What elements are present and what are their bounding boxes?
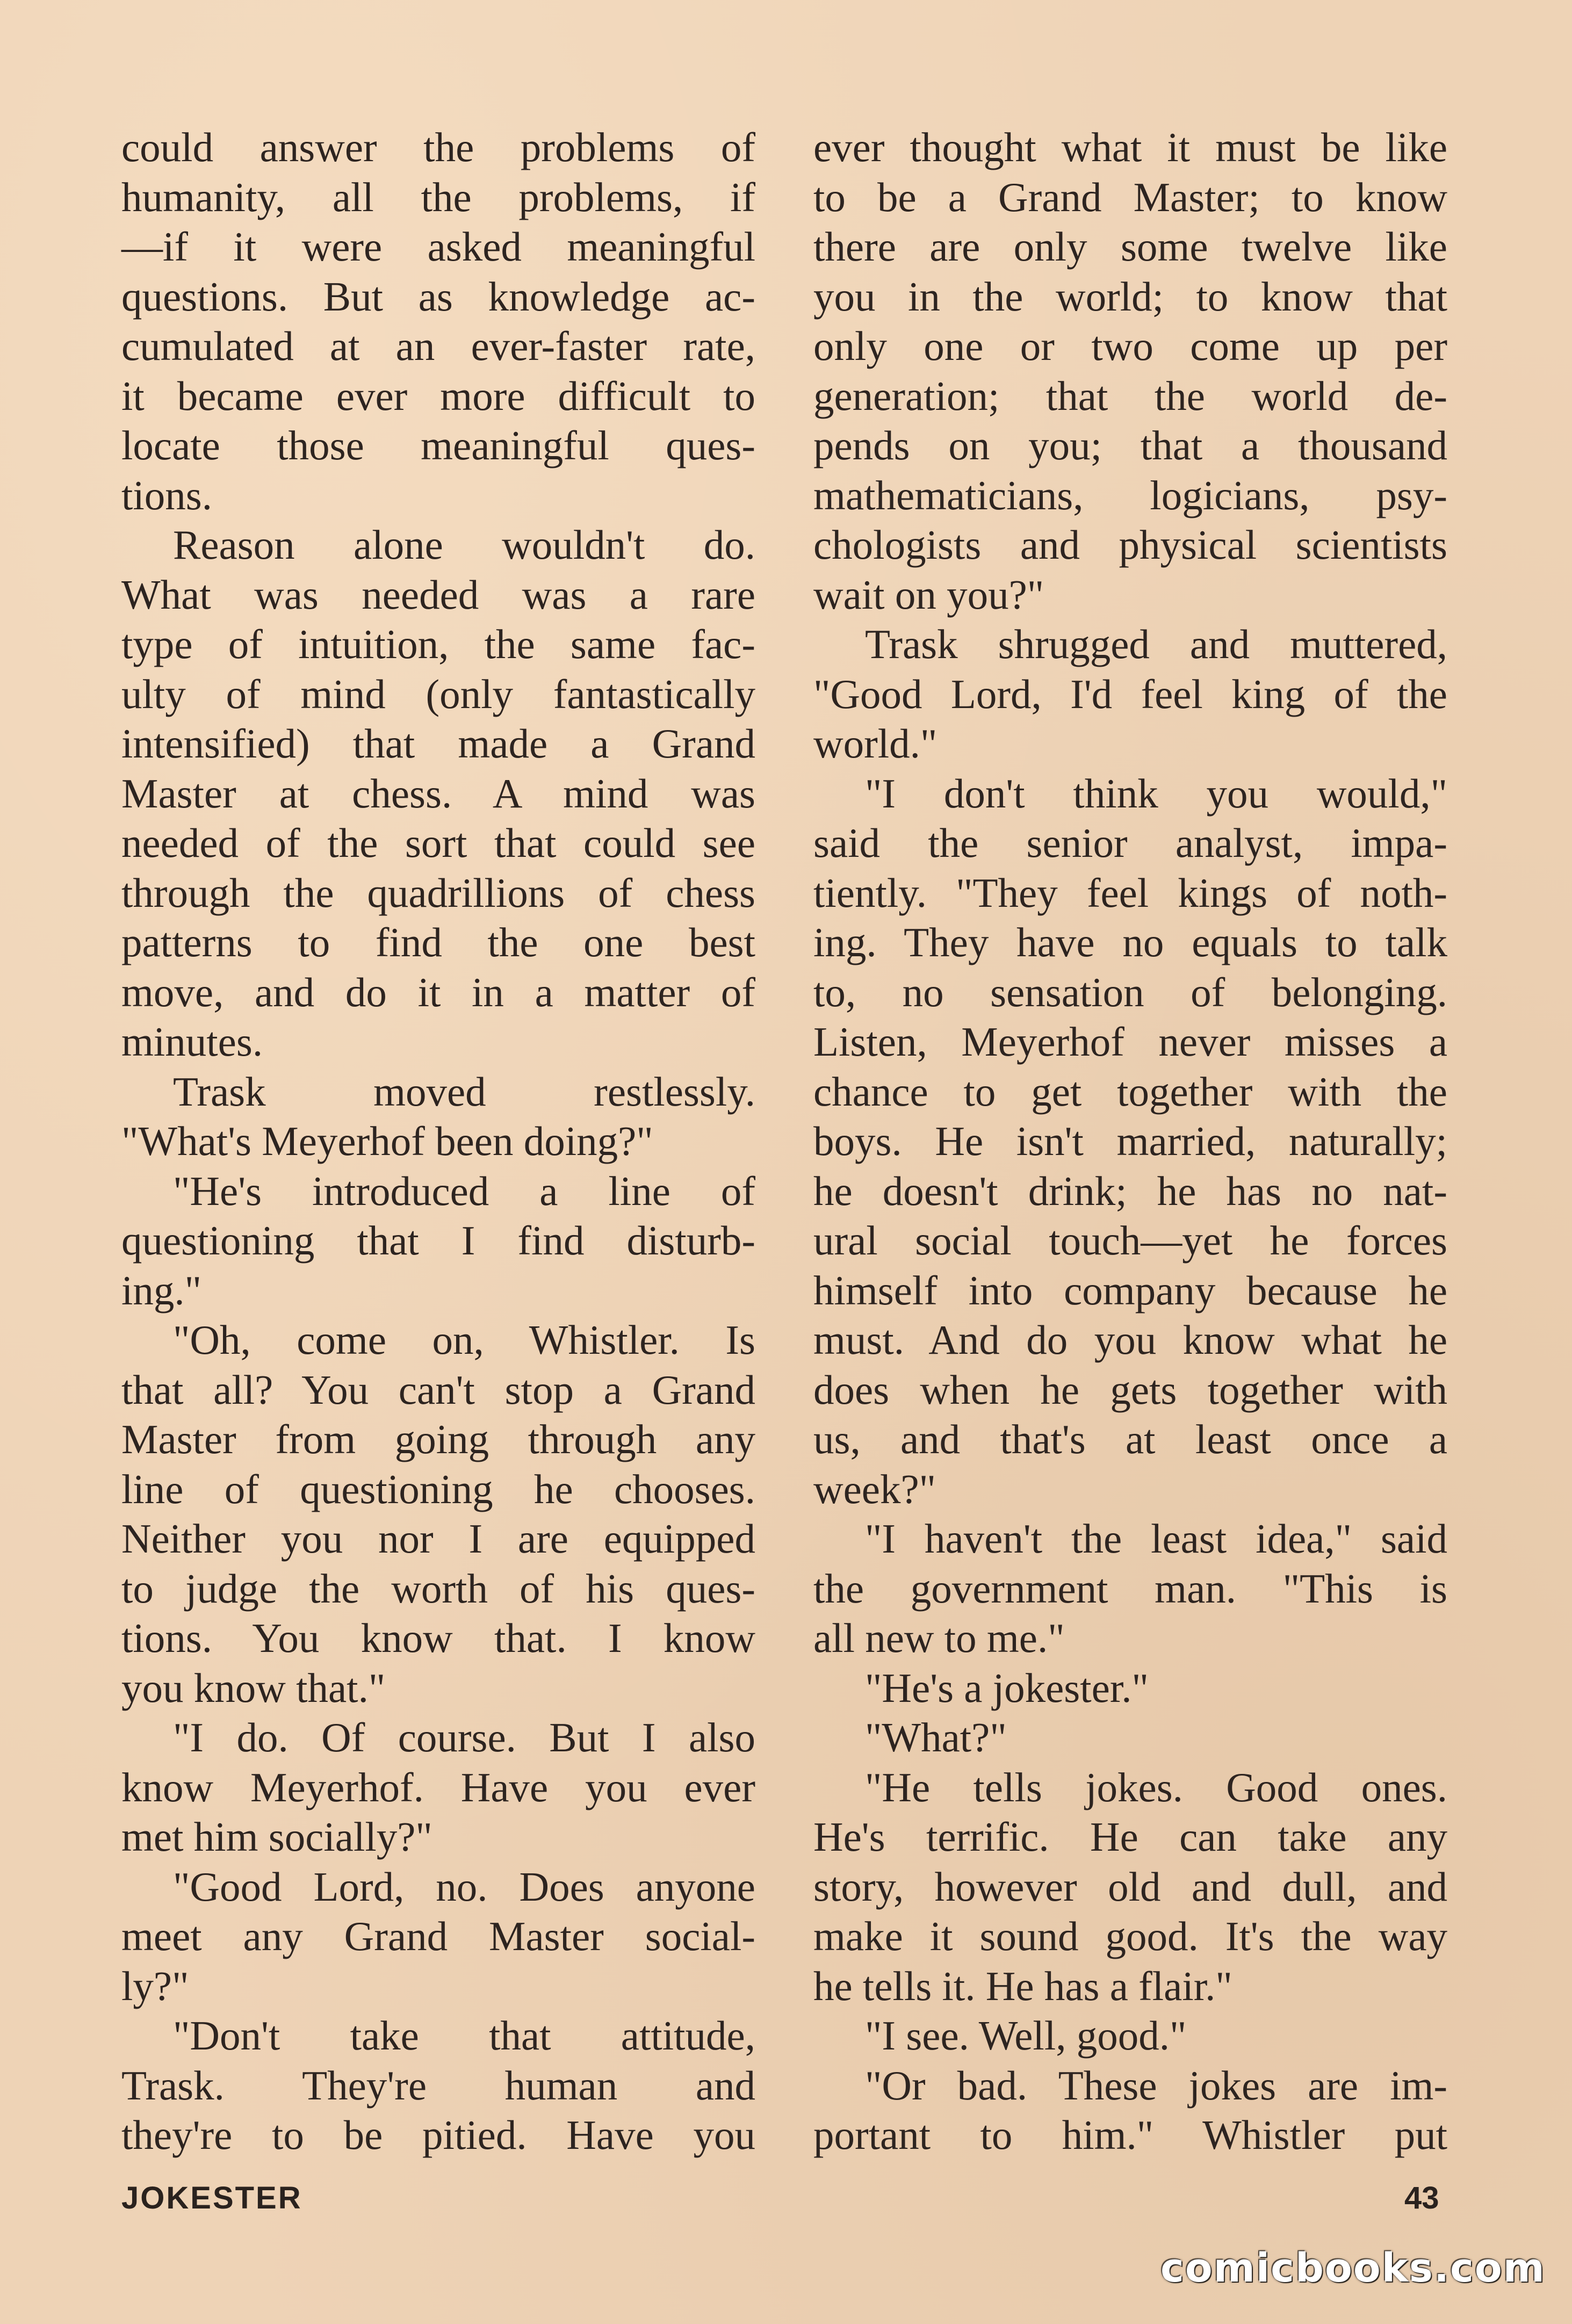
text-line: "What?"	[865, 1714, 1007, 1760]
text-line: patterns to find the one best	[121, 919, 755, 965]
text-line: "I don't think you would,"	[865, 770, 1447, 817]
text-line: met him socially?"	[121, 1814, 432, 1860]
text-line: tiently. "They feel kings of noth-	[813, 869, 1447, 916]
text-line: "I do. Of course. But I also	[173, 1714, 755, 1760]
text-line: Neither you nor I are equipped	[121, 1515, 755, 1562]
text-line: What was needed was a rare	[121, 571, 755, 618]
text-line: "Don't take that attitude,	[173, 2012, 755, 2059]
site-watermark: comicbooks.com	[1160, 2245, 1546, 2291]
text-line: —if it were asked meaningful	[121, 223, 755, 270]
text-line: "He's introduced a line of	[173, 1167, 755, 1214]
text-line: to, no sensation of belonging.	[813, 969, 1447, 1015]
text-line: ing. They have no equals to talk	[813, 919, 1447, 965]
text-line: himself into company because he	[813, 1267, 1447, 1313]
text-line: tions.	[121, 472, 213, 518]
text-line: Trask shrugged and muttered,	[865, 621, 1447, 667]
running-footer-title: JOKESTER	[121, 2181, 302, 2215]
text-line: Master from going through any	[121, 1416, 755, 1462]
text-line: cumulated at an ever-faster rate,	[121, 323, 755, 369]
text-line: boys. He isn't married, naturally;	[813, 1118, 1447, 1164]
text-line: must. And do you know what he	[813, 1317, 1447, 1363]
text-line: "I see. Well, good."	[865, 2012, 1187, 2059]
text-line: "What's Meyerhof been doing?"	[121, 1118, 653, 1164]
text-line: chance to get together with the	[813, 1068, 1447, 1115]
text-line: questioning that I find disturb-	[121, 1217, 755, 1264]
text-line: you in the world; to know that	[813, 273, 1447, 320]
text-line: world."	[813, 720, 938, 767]
text-line: the government man. "This is	[813, 1565, 1447, 1612]
text-line: to be a Grand Master; to know	[813, 174, 1447, 220]
text-line: humanity, all the problems, if	[121, 174, 755, 220]
text-line: type of intuition, the same fac-	[121, 621, 755, 667]
page-number: 43	[1404, 2181, 1439, 2215]
text-line: questions. But as knowledge ac-	[121, 273, 755, 320]
text-line: he doesn't drink; he has no nat-	[813, 1167, 1447, 1214]
text-line: ulty of mind (only fantastically	[121, 670, 755, 717]
text-line: intensified) that made a Grand	[121, 720, 755, 767]
text-line: "Or bad. These jokes are im-	[865, 2062, 1447, 2109]
text-line: only one or two come up per	[813, 323, 1447, 369]
text-line: to judge the worth of his ques-	[121, 1565, 755, 1612]
text-line: ural social touch—yet he forces	[813, 1217, 1447, 1264]
text-line: he tells it. He has a flair."	[813, 1962, 1232, 2009]
text-line: Master at chess. A mind was	[121, 770, 755, 817]
text-line: "He tells jokes. Good ones.	[865, 1764, 1447, 1810]
text-line: ever thought what it must be like	[813, 124, 1447, 170]
text-line: ing."	[121, 1267, 202, 1313]
text-line: know Meyerhof. Have you ever	[121, 1764, 755, 1810]
text-line: pends on you; that a thousand	[813, 422, 1447, 468]
text-line: minutes.	[121, 1019, 263, 1065]
text-line: week?"	[813, 1466, 936, 1512]
text-line: that all? You can't stop a Grand	[121, 1366, 755, 1413]
text-line: "He's a jokester."	[865, 1664, 1149, 1711]
text-line: meet any Grand Master social-	[121, 1913, 755, 1959]
text-line: generation; that the world de-	[813, 372, 1447, 419]
text-line: tions. You know that. I know	[121, 1615, 755, 1661]
text-line: "Good Lord, I'd feel king of the	[813, 670, 1447, 717]
text-column-left	[121, 122, 755, 2160]
text-line: mathematicians, logicians, psy-	[813, 472, 1447, 518]
text-line: Trask. They're human and	[121, 2062, 755, 2109]
text-line: locate those meaningful ques-	[121, 422, 755, 468]
text-line: portant to him." Whistler put	[813, 2112, 1447, 2158]
text-line: line of questioning he chooses.	[121, 1466, 755, 1512]
text-column-right	[813, 122, 1447, 2160]
text-line: Listen, Meyerhof never misses a	[813, 1019, 1447, 1065]
text-line: story, however old and dull, and	[813, 1863, 1447, 1910]
text-line: us, and that's at least once a	[813, 1416, 1447, 1462]
text-line: it became ever more difficult to	[121, 372, 755, 419]
text-line: chologists and physical scientists	[813, 522, 1447, 568]
text-line: ly?"	[121, 1962, 189, 2009]
text-line: they're to be pitied. Have you	[121, 2112, 755, 2158]
text-line: does when he gets together with	[813, 1366, 1447, 1413]
text-line: "I haven't the least idea," said	[865, 1515, 1447, 1562]
text-line: needed of the sort that could see	[121, 820, 755, 866]
text-line: through the quadrillions of chess	[121, 869, 755, 916]
text-line: "Oh, come on, Whistler. Is	[173, 1317, 755, 1363]
text-line: make it sound good. It's the way	[813, 1913, 1447, 1959]
text-line: He's terrific. He can take any	[813, 1814, 1447, 1860]
text-line: said the senior analyst, impa-	[813, 820, 1447, 866]
text-line: Reason alone wouldn't do.	[173, 522, 755, 568]
text-line: could answer the problems of	[121, 124, 755, 170]
text-line: "Good Lord, no. Does anyone	[173, 1863, 755, 1910]
text-line: you know that."	[121, 1664, 386, 1711]
text-line: wait on you?"	[813, 571, 1044, 618]
text-line: Trask moved restlessly.	[173, 1068, 755, 1115]
text-line: move, and do it in a matter of	[121, 969, 755, 1015]
text-line: there are only some twelve like	[813, 223, 1447, 270]
text-line: all new to me."	[813, 1615, 1065, 1661]
